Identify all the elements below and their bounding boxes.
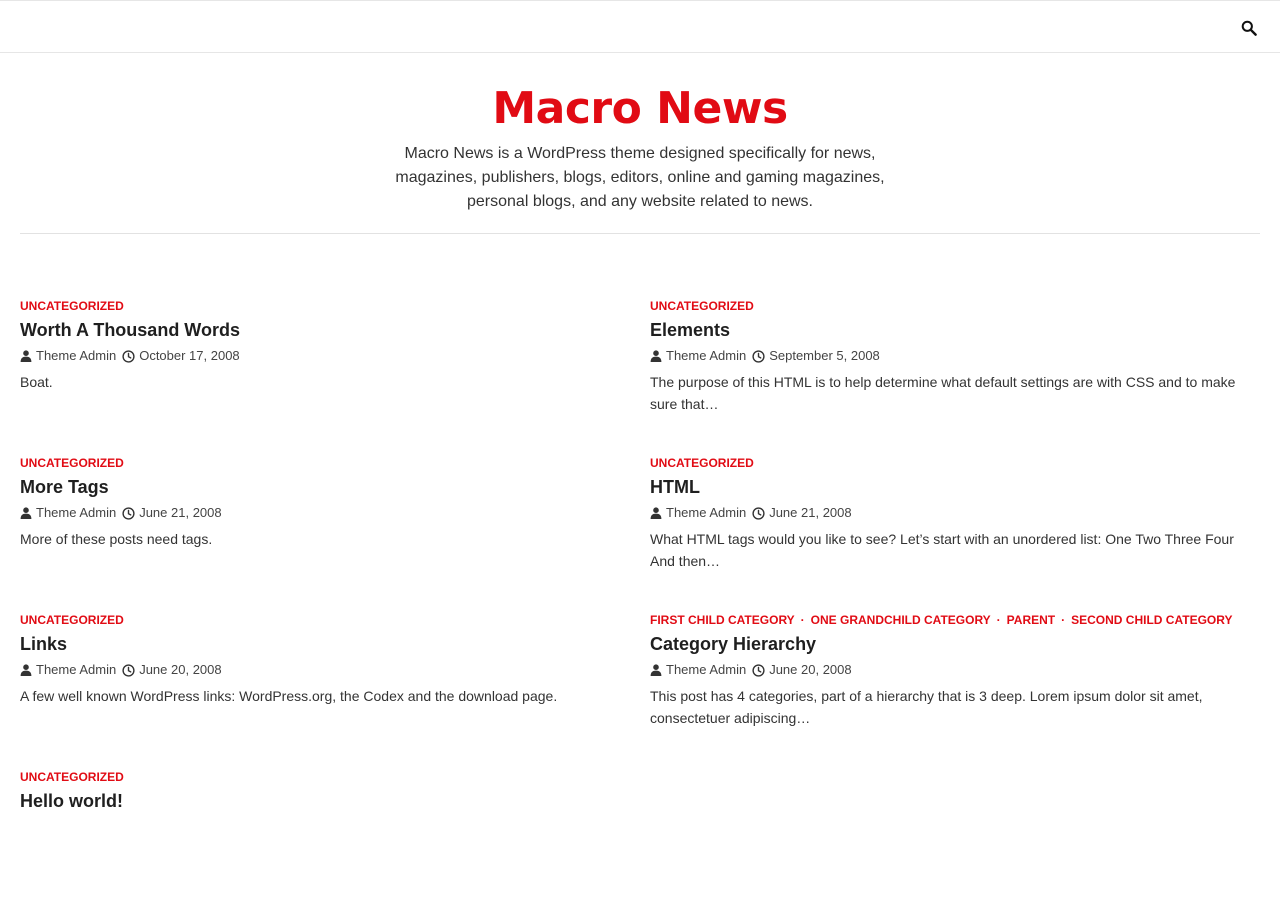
author-link[interactable] — [20, 348, 116, 364]
author-link[interactable] — [650, 505, 746, 521]
category-link[interactable]: UNCATEGORIZED — [20, 456, 124, 470]
clock-icon — [752, 507, 765, 520]
site-branding — [20, 54, 1260, 234]
post-date: June 21, 2008 — [769, 505, 852, 520]
author-name: Theme Admin — [666, 505, 747, 520]
author-link[interactable] — [650, 662, 746, 678]
category-link[interactable]: ONE GRANDCHILD CATEGORY — [810, 613, 991, 627]
category-link[interactable]: UNCATEGORIZED — [20, 770, 124, 784]
author-link[interactable] — [20, 662, 116, 678]
category-link[interactable]: UNCATEGORIZED — [650, 299, 754, 313]
post-meta — [650, 662, 1260, 678]
post-card — [20, 295, 630, 452]
post-card — [20, 452, 630, 609]
category-link[interactable]: PARENT — [1006, 613, 1056, 627]
post-meta — [20, 662, 630, 678]
post-title-link[interactable]: Category Hierarchy — [650, 634, 817, 654]
category-link[interactable]: UNCATEGORIZED — [20, 299, 124, 313]
post-excerpt: A few well known WordPress links: WordPress.org, the Codex and the download page. — [20, 688, 558, 704]
post-excerpt: What HTML tags would you like to see? Let’s start with an unordered list: One Two Three Four And then… — [650, 531, 1234, 569]
post-title-link[interactable]: Links — [20, 634, 68, 654]
post-excerpt: This post has 4 categories, part of a hierarchy that is 3 deep. Lorem ipsum dolor sit amet, consectetuer adipiscing… — [650, 688, 1203, 726]
post-excerpt: The purpose of this HTML is to help determine what default settings are with CSS and to make sure that… — [650, 374, 1236, 412]
user-icon — [650, 350, 662, 362]
post-excerpt: Boat. — [20, 374, 53, 390]
site-title[interactable]: Macro News — [492, 83, 788, 134]
user-icon — [650, 664, 662, 676]
post-excerpt: More of these posts need tags. — [20, 531, 213, 547]
author-name: Theme Admin — [36, 348, 117, 363]
clock-icon — [122, 350, 135, 363]
search-button[interactable] — [1238, 17, 1260, 39]
author-name: Theme Admin — [36, 505, 117, 520]
category-separator: · — [1061, 613, 1066, 627]
author-name: Theme Admin — [36, 662, 117, 677]
user-icon — [20, 507, 32, 519]
top-navigation-bar — [0, 0, 1280, 53]
post-categories — [650, 295, 1260, 317]
date-link[interactable] — [752, 348, 880, 364]
date-link[interactable] — [122, 348, 239, 364]
post-title-link[interactable]: HTML — [650, 477, 700, 497]
category-link[interactable]: UNCATEGORIZED — [20, 613, 124, 627]
post-card — [650, 295, 1260, 452]
post-card — [20, 609, 630, 766]
author-link[interactable] — [650, 348, 746, 364]
post-title-link[interactable]: More Tags — [20, 477, 109, 497]
category-link[interactable]: FIRST CHILD CATEGORY — [650, 613, 795, 627]
post-meta — [20, 505, 630, 521]
post-card — [650, 609, 1260, 766]
post-card — [650, 452, 1260, 609]
post-date: June 21, 2008 — [139, 505, 222, 520]
post-title-link[interactable]: Elements — [650, 320, 731, 340]
post-title-link[interactable]: Worth A Thousand Words — [20, 320, 240, 340]
date-link[interactable] — [752, 662, 851, 678]
post-categories — [20, 295, 630, 317]
search-icon — [1241, 20, 1257, 36]
post-categories — [20, 766, 630, 788]
date-link[interactable] — [122, 662, 221, 678]
category-link[interactable]: UNCATEGORIZED — [650, 456, 754, 470]
post-categories — [20, 452, 630, 474]
clock-icon — [122, 664, 135, 677]
clock-icon — [122, 507, 135, 520]
clock-icon — [752, 664, 765, 677]
post-card — [20, 766, 630, 923]
post-title-link[interactable]: Hello world! — [20, 791, 123, 811]
post-date: October 17, 2008 — [139, 348, 240, 363]
post-meta — [650, 348, 1260, 364]
post-categories — [650, 609, 1260, 631]
user-icon — [20, 350, 32, 362]
clock-icon — [752, 350, 765, 363]
post-categories — [20, 609, 630, 631]
date-link[interactable] — [122, 505, 221, 521]
user-icon — [650, 507, 662, 519]
category-link[interactable]: SECOND CHILD CATEGORY — [1071, 613, 1233, 627]
post-date: June 20, 2008 — [139, 662, 222, 677]
post-grid — [20, 295, 1260, 923]
author-name: Theme Admin — [666, 662, 747, 677]
category-separator: · — [996, 613, 1001, 627]
post-date: September 5, 2008 — [769, 348, 880, 363]
author-link[interactable] — [20, 505, 116, 521]
post-meta — [650, 505, 1260, 521]
site-description: Macro News is a WordPress theme designed specifically for news, magazines, publishers, blogs, editors, online and gaming magazines, personal blogs, and any website related to news. — [395, 145, 885, 210]
date-link[interactable] — [752, 505, 851, 521]
user-icon — [20, 664, 32, 676]
post-date: June 20, 2008 — [769, 662, 852, 677]
category-separator: · — [800, 613, 805, 627]
author-name: Theme Admin — [666, 348, 747, 363]
post-categories — [650, 452, 1260, 474]
post-meta — [20, 348, 630, 364]
